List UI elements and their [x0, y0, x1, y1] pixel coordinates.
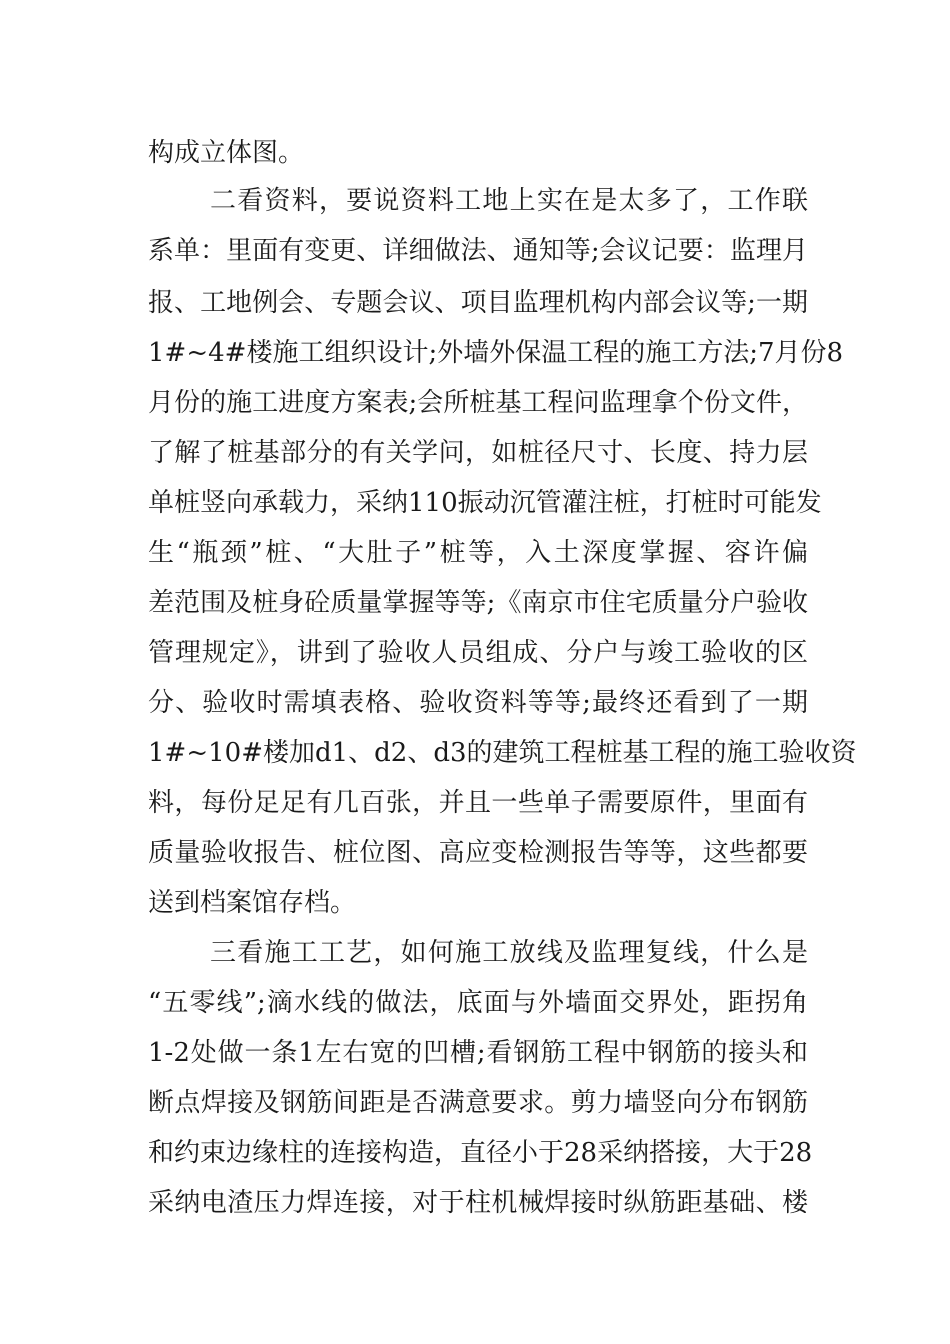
text-line: 1#~10#楼加d1、d2、d3的建筑工程桩基工程的施工验收资 — [148, 738, 857, 768]
text-line: “五零线”;滴水线的做法，底面与外墙面交界处，距拐角 — [148, 988, 808, 1018]
text-line: 了解了桩基部分的有关学问，如桩径尺寸、长度、持力层 — [148, 438, 808, 468]
text-line: 报、工地例会、专题会议、项目监理机构内部会议等;一期 — [148, 288, 808, 318]
paragraph-first-line: 二看资料，要说资料工地上实在是太多了，工作联 — [210, 186, 808, 216]
text-line: 采纳电渣压力焊连接，对于柱机械焊接时纵筋距基础、楼 — [148, 1188, 808, 1218]
text-line: 单桩竖向承载力，采纳110振动沉管灌注桩，打桩时可能发 — [148, 488, 822, 518]
text-line: 管理规定》，讲到了验收人员组成、分户与竣工验收的区 — [148, 638, 808, 668]
text-line: 和约束边缘柱的连接构造，直径小于28采纳搭接，大于28 — [148, 1138, 813, 1168]
text-line: 生“瓶颈”桩、“大肚子”桩等，入土深度掌握、容许偏 — [148, 538, 808, 568]
text-line: 系单：里面有变更、详细做法、通知等;会议记要：监理月 — [148, 236, 808, 266]
text-line: 1-2处做一条1左右宽的凹槽;看钢筋工程中钢筋的接头和 — [148, 1038, 808, 1068]
text-line: 质量验收报告、桩位图、高应变检测报告等等，这些都要 — [148, 838, 808, 868]
text-line: 1#~4#楼施工组织设计;外墙外保温工程的施工方法;7月份8 — [148, 338, 844, 368]
text-line: 料，每份足足有几百张，并且一些单子需要原件，里面有 — [148, 788, 808, 818]
text-line: 断点焊接及钢筋间距是否满意要求。剪力墙竖向分布钢筋 — [148, 1088, 808, 1118]
text-line: 构成立体图。 — [148, 138, 305, 168]
text-line: 送到档案馆存档。 — [148, 888, 357, 918]
text-line: 月份的施工进度方案表;会所桩基工程问监理拿个份文件， — [148, 388, 808, 418]
paragraph-first-line: 三看施工工艺，如何施工放线及监理复线，什么是 — [210, 938, 808, 968]
text-line: 差范围及桩身砼质量掌握等等;《南京市住宅质量分户验收 — [148, 588, 808, 618]
text-line: 分、验收时需填表格、验收资料等等;最终还看到了一期 — [148, 688, 808, 718]
